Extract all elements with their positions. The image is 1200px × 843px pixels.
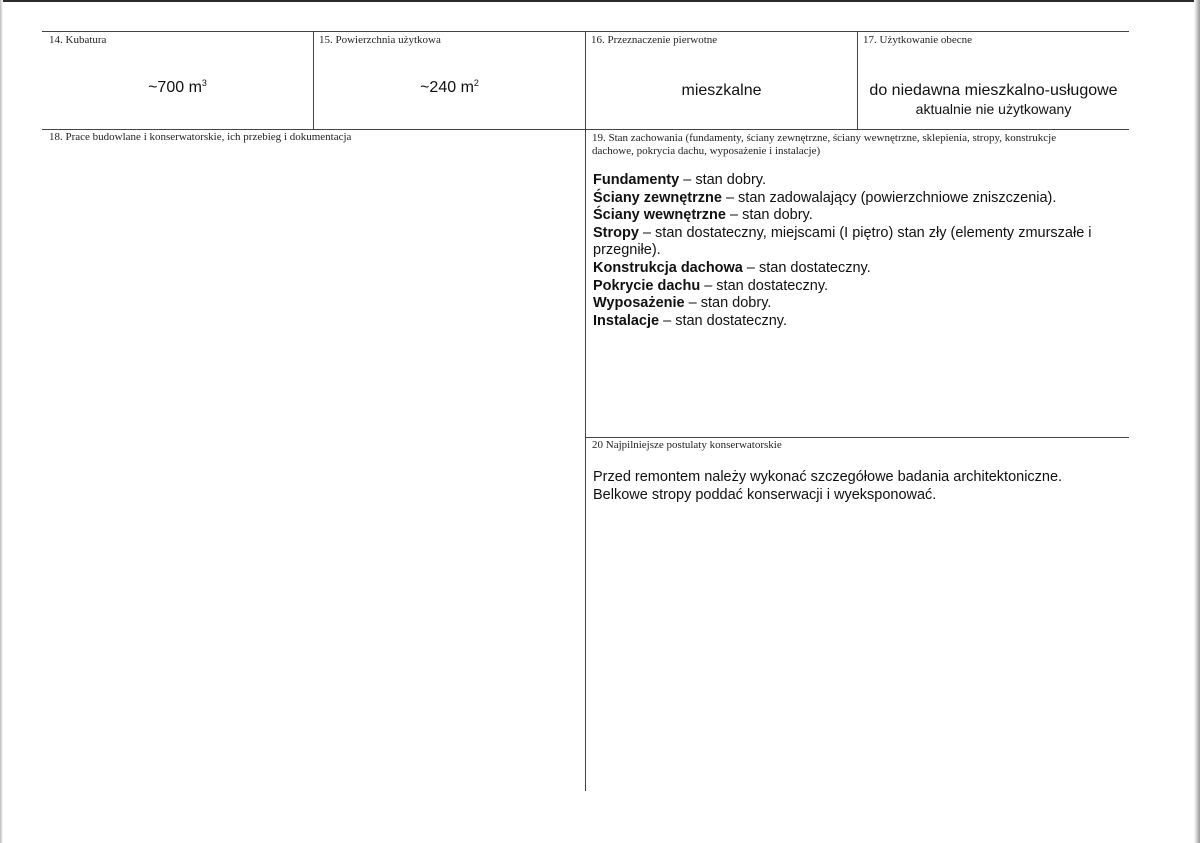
- stan-item-text: – stan dostateczny.: [659, 312, 787, 329]
- stan-item-sciany-wewnetrzne: [593, 207, 1128, 225]
- stan-item-stropy: [593, 225, 1128, 260]
- stan-item-sciany-zewnetrzne: [593, 190, 1128, 208]
- stan-item-name: Fundamenty: [593, 172, 680, 188]
- postulaty-line: Przed remontem należy wykonać szczegółowe badania architektoniczne.: [593, 469, 1063, 485]
- stan-item-name: Pokrycie dachu: [593, 277, 701, 294]
- powierzchnia-label: 15. Powierzchnia użytkowa: [319, 34, 441, 46]
- kubatura-value-text: ~700 m: [148, 79, 202, 96]
- stan-item-pokrycie-dachu: [593, 278, 1128, 296]
- rule-section20-top: [586, 437, 1129, 438]
- kubatura-unit-exponent: 3: [201, 78, 207, 88]
- stan-list: [593, 172, 1128, 330]
- stan-item-text: – stan dostateczny.: [700, 277, 829, 294]
- stan-item-fundamenty: [593, 172, 1128, 190]
- powierzchnia-value: [314, 78, 585, 97]
- stan-item-text: – stan zadowalający (powierzchniowe zniszczenia).: [721, 189, 1057, 206]
- stan-item-name: Stropy: [593, 224, 639, 241]
- stan-label: 19. Stan zachowania (fundamenty, ściany zewnętrzne, ściany wewnętrzne, sklepienia, stropy, konstrukcje dachowe, pokrycia dachu, wyposażenie i instalacje): [592, 132, 1057, 157]
- stan-item-name: Instalacje: [593, 312, 660, 329]
- uzytkowanie-value-line2: aktualnie nie użytkowany: [915, 101, 1072, 117]
- scan-edge-right: [1194, 0, 1200, 843]
- stan-item-name: Konstrukcja dachowa: [593, 259, 743, 276]
- prace-label: 18. Prace budowlane i konserwatorskie, ich przebieg i dokumentacja: [49, 131, 352, 143]
- stan-item-name: Ściany wewnętrzne: [593, 207, 726, 224]
- kubatura-value: [42, 78, 313, 97]
- stan-item-name: Ściany zewnętrzne: [593, 189, 722, 206]
- scan-edge-top: [0, 0, 1200, 2]
- stan-item-wyposazenie: [593, 295, 1128, 313]
- kubatura-label: 14. Kubatura: [49, 34, 107, 46]
- stan-item-konstrukcja-dachowa: [593, 260, 1128, 278]
- przeznaczenie-value: mieszkalne: [681, 82, 762, 99]
- przeznaczenie-label: 16. Przeznaczenie pierwotne: [591, 34, 718, 46]
- stan-item-name: Wyposażenie: [593, 295, 685, 312]
- postulaty-line: Belkowe stropy poddać konserwacji i wyeksponować.: [593, 487, 937, 503]
- uzytkowanie-value: [858, 82, 1129, 118]
- stan-item-text: – stan dobry.: [725, 207, 813, 224]
- scan-edge-left: [0, 0, 3, 843]
- powierzchnia-unit-exponent: 2: [473, 78, 479, 88]
- uzytkowanie-value-line1: do niedawna mieszkalno-usługowe: [869, 82, 1118, 99]
- stan-item-text: – stan dostateczny, miejscami (I piętro) stan zły (elementy zmurszałe i przegniłe).: [593, 224, 1092, 259]
- postulaty-label: 20 Najpilniejsze postulaty konserwatorskie: [592, 439, 782, 451]
- stan-item-text: – stan dobry.: [684, 295, 772, 312]
- postulaty-text: [593, 468, 1128, 504]
- stan-item-instalacje: [593, 313, 1128, 331]
- powierzchnia-value-text: ~240 m: [420, 79, 474, 96]
- uzytkowanie-label: 17. Użytkowanie obecne: [863, 34, 973, 46]
- stan-item-text: – stan dostateczny.: [742, 259, 871, 276]
- stan-item-text: – stan dobry.: [679, 172, 766, 188]
